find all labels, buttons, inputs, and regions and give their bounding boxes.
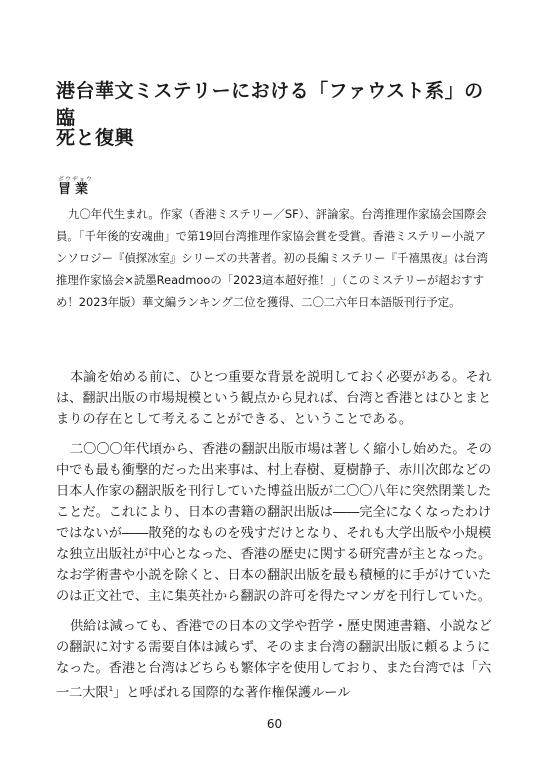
author-name: 冒業	[58, 182, 93, 197]
author-ruby: ボウヂョウ	[58, 176, 93, 183]
author-block	[58, 176, 93, 197]
body-paragraph-3-after: 」と呼ばれる国際的な著作権保護ルール	[113, 685, 351, 701]
body-paragraph-3	[56, 616, 496, 703]
body-paragraph-1: 本論を始める前に、ひとつ重要な背景を説明しておく必要がある。それは、翻訳出版の市場規模という観点から見れば、台湾と香港とはひとまとまりの存在として考えることができる、ということである。	[56, 370, 492, 427]
article-body	[56, 367, 496, 712]
article-title-line-1: 港台華文ミステリーにおける「ファウスト系」の臨	[56, 80, 484, 129]
body-paragraph-2: 二〇〇〇年代頃から、香港の翻訳出版市場は著しく縮小し始めた。その中でも最も衝撃的だった出来事は、村上春樹、夏樹静子、赤川次郎などの日本人作家の翻訳版を刊行していた博益出版が二〇〇八年に突然閉業したことだ。これにより、日本の書籍の翻訳出版は――完全になくなったわけではないが――散発的なものを残すだけとなり、それも大学出版や小規模な独立出版社が中心となった、香港の歴史に関する研究書が主となった。なお学術書や小説を除くと、日本の翻訳出版を最も積極的に手がけていたのは正文社で、主に集英社から翻訳の許可を得たマンガを刊行していた。	[56, 442, 492, 604]
author-bio-text: 九〇年代生まれ。作家（香港ミステリー／SF）、評論家。台湾推理作家協会国際会員。「千年後的安魂曲」で第19回台湾推理作家協会賞を受賞。香港ミステリー小説アンソロジー『偵探冰室』シリーズの共著者。初の長編ミステリー『千禧黒夜』は台湾推理作家協会×読墨Readmooの「2023這本超好推！」（このミステリーが超おすすめ！2023年版）華文編ランキング二位を獲得、二〇二六年日本語版刊行予定。	[56, 207, 489, 309]
page-number: 60	[266, 717, 283, 731]
author-bio	[56, 203, 496, 313]
article-title-line-2: 死と復興	[56, 127, 135, 149]
footnote-marker[interactable]: 1	[108, 685, 114, 693]
body-paragraph-3-before: 供給は減っても、香港での日本の文学や哲学・歴史関連書籍、小説などの翻訳に対する需要自体は減らず、そのまま台湾の翻訳出版に頼るようになった。香港と台湾はどちらも繁体字を使用しており、また台湾では「六一二大限	[56, 619, 492, 701]
